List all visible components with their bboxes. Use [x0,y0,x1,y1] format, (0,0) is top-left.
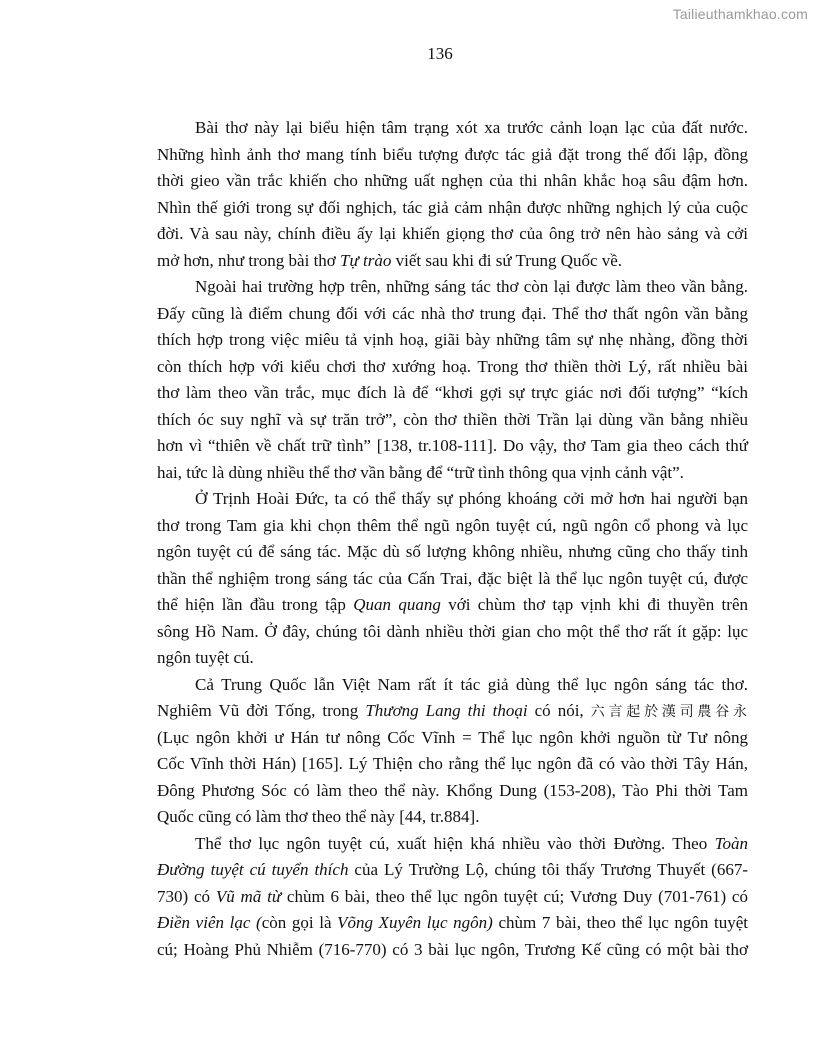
italic-title: Điền viên lạc ( [157,913,262,932]
chinese-quote: 六言起於漢司農谷永 [590,704,748,720]
text-line [157,619,748,646]
text-line [157,672,748,699]
text-line [157,327,748,354]
paragraph [157,115,748,274]
text-segment: Thể thơ lục ngôn tuyệt cú, xuất hiện khá nhiều vào thời Đường. Theo [195,833,715,853]
text-segment: Nhìn thế giới trong sự đối nghịch, tác giả cảm nhận được những nghịch lý của cuộc [157,197,748,217]
text-line [157,142,748,169]
text-segment: Đấy cũng là điểm chung đối với các nhà thơ trung đại. Thể thơ thất ngôn vần bằng [157,303,748,323]
italic-title: Võng Xuyên lục ngôn) [337,913,493,932]
text-line [157,460,748,487]
text-line [157,248,748,275]
text-segment: Ở Trịnh Hoài Đức, ta có thể thấy sự phóng khoáng cởi mở hơn hai người bạn [195,489,748,508]
text-segment: Nghiêm Vũ đời Tống, trong [157,701,366,720]
text-line [157,407,748,434]
text-line [157,751,748,778]
text-line [157,486,748,513]
text-line [157,857,748,884]
text-segment: hơn vì “thiên về chất trữ tình” [138, tr.108-111]. Do vậy, thơ Tam gia theo cách thứ [157,436,748,455]
text-segment: Ngoài hai trường hợp trên, những sáng tác thơ còn lại được làm theo vần bằng. [195,277,748,296]
text-segment: ngôn tuyệt cú. [157,648,254,667]
text-segment: có nói, [527,701,591,720]
text-segment: (Lục ngôn khởi ư Hán tư nông Cốc Vĩnh = Thể lục ngôn khởi nguồn từ Tư nông [157,727,748,747]
text-line [157,115,748,142]
italic-title: Quan quang [353,595,441,614]
text-segment: đời. Và sau này, chính điều ấy lại khiến giọng thơ của ông trở nên hào sảng và cởi [157,224,748,243]
text-segment: ngôn tuyệt cú để sáng tác. Mặc dù số lượng không nhiều, nhưng cũng cho thấy tinh [157,542,748,561]
text-line [157,274,748,301]
text-segment: Những hình ảnh thơ mang tính biểu tượng được tác giả đặt trong thế đối lập, đồng [157,144,748,164]
text-line [157,566,748,593]
text-segment: sông Hồ Nam. Ở đây, chúng tôi dành nhiều thời gian cho một thể thơ rất ít gặp: lục [157,621,748,641]
text-segment: Quốc cũng có làm thơ theo thể này [44, tr.884]. [157,807,480,826]
text-segment: với chùm thơ tạp vịnh khi đi thuyền trên [440,595,748,614]
text-segment: chùm 6 bài, theo thể lục ngôn tuyệt cú; Vương Duy (701-761) có [281,886,748,906]
page-number: 136 [427,44,453,63]
text-line [157,592,748,619]
text-segment: thích hợp trong việc miêu tả vịnh hoạ, giãi bày những tâm sự nhẹ nhàng, đồng thời [157,330,748,349]
text-segment: thời gieo vần trắc khiến cho những uất nghẹn của thi nhân khắc hoạ sâu đậm hơn. [157,171,748,190]
text-line [157,433,748,460]
text-line [157,910,748,937]
paragraph [157,831,748,964]
text-line [157,778,748,805]
text-segment: thơ làm theo vần trắc, mục đích là để “khơi gợi sự trực giác nơi đối tượng” “kích [157,383,748,402]
text-line [157,804,748,831]
text-segment: Cốc Vĩnh thời Hán) [165]. Lý Thiện cho rằng thể lục ngôn đã có vào thời Tây Hán, [157,754,748,773]
text-line [157,354,748,381]
paragraph [157,486,748,672]
italic-title: Đường tuyệt cú tuyển thích [157,860,349,879]
text-line [157,221,748,248]
text-segment: chùm 7 bài, theo thể lục ngôn tuyệt [492,913,748,932]
text-line [157,380,748,407]
paragraph [157,672,748,831]
paragraph [157,274,748,486]
text-segment: Đông Phương Sóc có làm theo thể này. Khổng Dung (153-208), Tào Phi thời Tam [157,780,748,800]
watermark: Tailieuthamkhao.com [672,6,808,22]
text-line [157,539,748,566]
text-segment: thần thể nghiệm trong sáng tác của Cấn Trai, đặc biệt là thể lục ngôn tuyệt cú, được [157,568,748,588]
text-line [157,301,748,328]
text-segment: Cả Trung Quốc lẫn Việt Nam rất ít tác giả dùng thể lục ngôn sáng tác thơ. [195,674,748,694]
text-segment: Bài thơ này lại biểu hiện tâm trạng xót xa trước cảnh loạn lạc của đất nước. [195,118,748,137]
text-line [157,698,748,725]
italic-title: Vũ mã từ [215,886,282,906]
text-segment: viết sau khi đi sứ Trung Quốc về. [391,250,623,270]
text-segment: cú; Hoàng Phủ Nhiễm (716-770) có 3 bài lục ngôn, Trương Kế cũng có một bài thơ [157,939,748,959]
text-segment: hai, tức là dùng nhiều thể thơ vần bằng để “trữ tình thông qua vịnh cảnh vật”. [157,462,684,482]
text-segment: mở hơn, như trong bài thơ [157,250,341,270]
text-line [157,884,748,911]
text-line [157,725,748,752]
text-segment: của Lý Trường Lộ, chúng tôi thấy Trương Thuyết (667- [348,860,749,879]
text-segment: còn thích hợp với kiểu chơi thơ xướng hoạ. Trong thơ thiền thời Lý, rất nhiều bài [157,356,748,376]
text-segment: thích óc suy nghĩ và sự trăn trở”, còn thơ thiền thời Trần lại dùng vần bằng nhiều [157,409,748,429]
text-segment: thơ trong Tam gia khi chọn thêm thể ngũ ngôn tuyệt cú, ngũ ngôn cổ phong và lục [157,515,748,535]
italic-title: Toàn [714,833,748,853]
body-text [157,115,748,963]
text-segment: còn gọi là [261,913,338,932]
text-line [157,937,748,964]
text-line [157,168,748,195]
text-line [157,645,748,672]
text-line [157,513,748,540]
italic-title: Thương Lang thi thoại [365,701,528,720]
text-segment: thể hiện lần đầu trong tập [157,595,354,614]
text-line [157,195,748,222]
italic-title: Tự trào [340,250,392,270]
text-line [157,831,748,858]
text-segment: 730) có [157,886,216,906]
